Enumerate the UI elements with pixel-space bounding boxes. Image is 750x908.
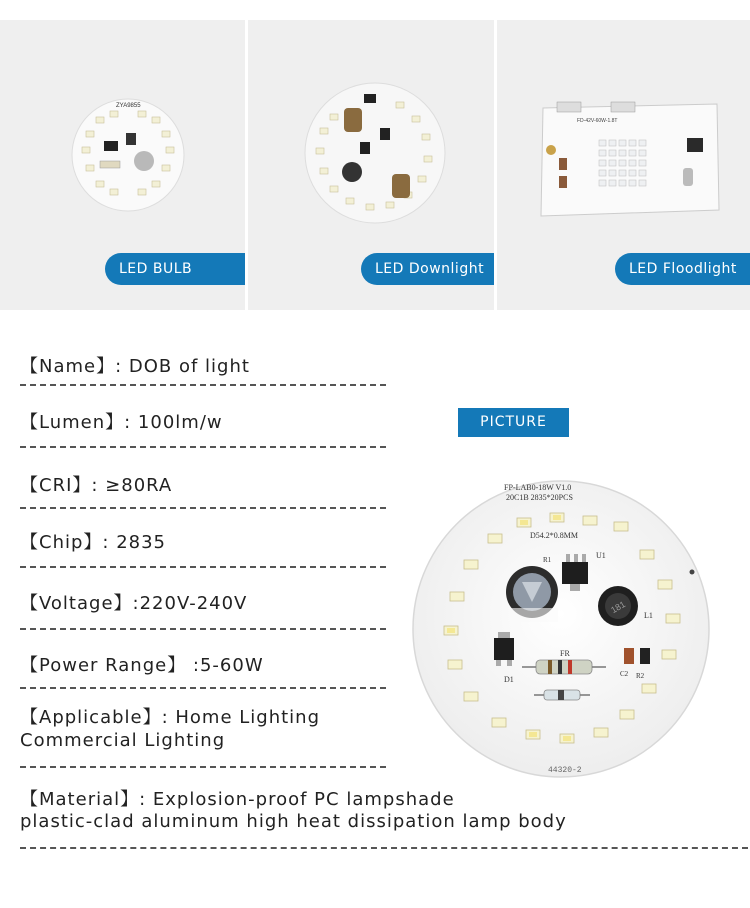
card-led-floodlight[interactable] <box>497 20 750 310</box>
divider <box>20 446 386 448</box>
divider <box>20 384 386 386</box>
pcb-model-text: FP-LAB0-18W V1.0 <box>504 483 572 492</box>
label-l1: L1 <box>644 611 653 620</box>
label-u1: U1 <box>596 551 606 560</box>
card-led-bulb[interactable] <box>0 20 245 310</box>
card-label[interactable]: LED Downlight <box>361 253 494 285</box>
card-label[interactable]: LED Floodlight <box>615 253 750 285</box>
label-r1: R1 <box>543 556 552 564</box>
bulb-board-text: ZYA9855 <box>116 103 141 109</box>
pcb-led-count-text: 20C1B 2835*20PCS <box>506 493 573 502</box>
spec-name: 【Name】: DOB of light <box>20 356 250 377</box>
round-pcb-image <box>410 478 712 780</box>
pcb-serial-text: 44320-2 <box>548 766 582 775</box>
led-downlight-board-image <box>300 78 450 228</box>
label-r2: R2 <box>636 672 645 680</box>
divider <box>20 766 386 768</box>
spec-power-range: 【Power Range】 :5-60W <box>20 655 264 676</box>
spec-cri: 【CRI】: ≥80RA <box>20 475 173 496</box>
pcb-size-text: D54.2*0.8MM <box>530 531 579 540</box>
spec-applicable-line2: Commercial Lighting <box>20 730 226 751</box>
divider <box>20 507 386 509</box>
spec-material-line2: plastic-clad aluminum high heat dissipation lamp body <box>20 811 567 832</box>
spec-voltage: 【Voltage】:220V-240V <box>20 593 248 614</box>
card-led-downlight[interactable] <box>248 20 494 310</box>
label-c2: C2 <box>620 670 629 678</box>
led-floodlight-board-image <box>537 98 723 223</box>
product-cards <box>0 0 750 310</box>
floodlight-board-text: FD-42V-60W-1.8T <box>577 118 618 124</box>
spec-applicable: 【Applicable】: Home Lighting <box>20 707 321 728</box>
spec-material: 【Material】: Explosion-proof PC lampshade <box>20 789 455 810</box>
divider <box>20 687 386 689</box>
divider <box>20 566 386 568</box>
spec-lumen: 【Lumen】: 100lm/w <box>20 412 223 433</box>
card-label[interactable]: LED BULB <box>105 253 245 285</box>
inductor-marking: 181 <box>609 599 628 616</box>
label-d1: D1 <box>504 675 514 684</box>
spec-chip: 【Chip】: 2835 <box>20 532 166 553</box>
led-bulb-board-image <box>68 95 188 215</box>
divider <box>20 628 386 630</box>
label-fr: FR <box>560 649 570 658</box>
picture-label: PICTURE <box>458 408 569 437</box>
divider <box>20 847 748 849</box>
